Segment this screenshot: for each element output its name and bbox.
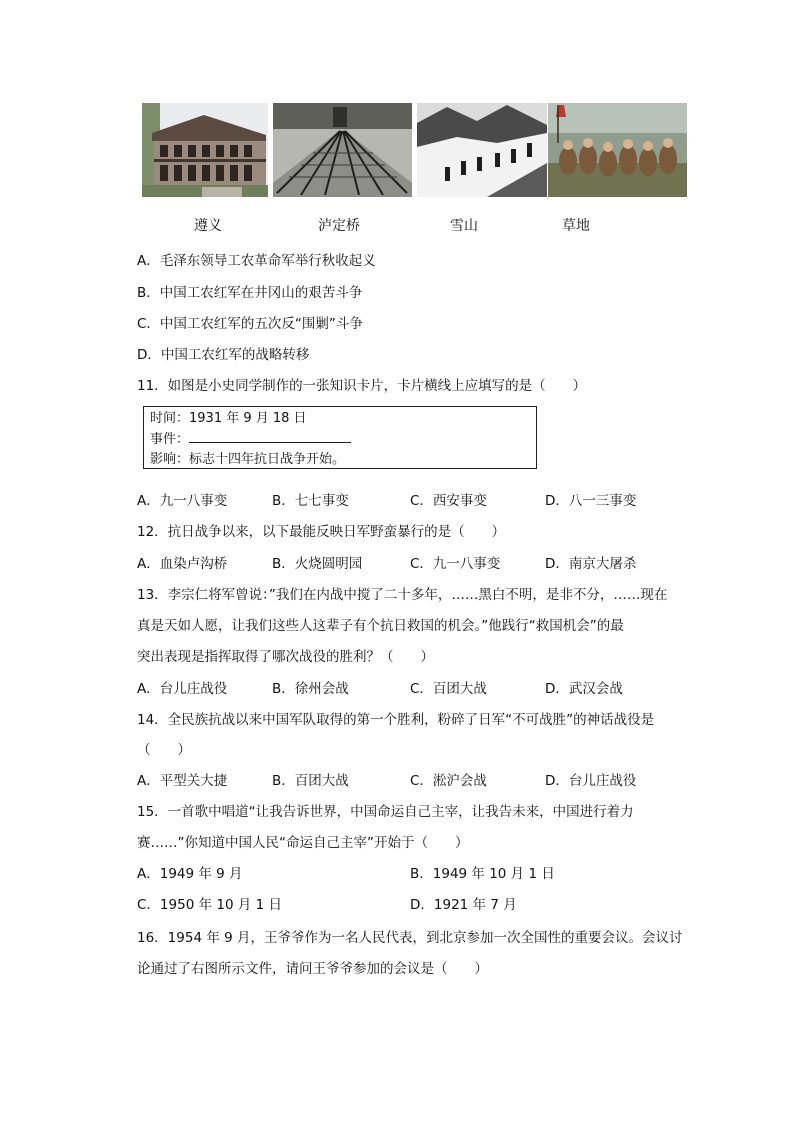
q12-option-c[interactable]: C．九一八事变: [410, 556, 501, 572]
q15-option-a[interactable]: A．1949 年 9 月: [137, 866, 243, 882]
q14-option-b[interactable]: B．百团大战: [272, 773, 349, 789]
card-event-row: [150, 429, 530, 450]
q14-option-d[interactable]: D．台儿庄战役: [545, 773, 637, 789]
q15-option-d[interactable]: D．1921 年 7 月: [410, 897, 517, 913]
q13-stem-line1: 13．李宗仁将军曾说：”我们在内战中搅了二十多年，……黑白不明，是非不分，……现在: [137, 587, 668, 603]
caption-zunyi: 遵义: [194, 218, 222, 234]
q12-stem: 12．抗日战争以来，以下最能反映日军野蛮暴行的是（ ）: [137, 524, 506, 540]
q12-option-b[interactable]: B．火烧圆明园: [272, 556, 363, 572]
caption-grassland: 草地: [562, 218, 590, 234]
luding-bridge-photo: [273, 103, 412, 197]
q13-option-c[interactable]: C．百团大战: [410, 681, 487, 697]
q11-stem: 11．如图是小史同学制作的一张知识卡片，卡片横线上应填写的是（ ）: [137, 378, 587, 394]
q14-option-a[interactable]: A．平型关大捷: [137, 773, 228, 789]
card-effect: 影响：标志十四年抗日战争开始。: [150, 452, 346, 467]
card-event-label: 事件：: [150, 432, 190, 447]
knowledge-card: [143, 406, 537, 469]
q13-option-a[interactable]: A．台儿庄战役: [137, 681, 228, 697]
q15-stem-line2: 赛……”你知道中国人民“命运自己主宰”开始于（ ）: [137, 835, 469, 851]
q16-stem-line1: 16．1954 年 9 月，王爷爷作为一名人民代表，到北京参加一次全国性的重要会议。会议讨: [137, 930, 683, 946]
q11-option-b[interactable]: B．七七事变: [272, 493, 349, 509]
q13-option-b[interactable]: B．徐州会战: [272, 681, 349, 697]
q10-option-c[interactable]: C．中国工农红军的五次反“围剿”斗争: [137, 316, 363, 332]
q16-stem-line2: 论通过了右图所示文件，请问王爷爷参加的会议是（ ）: [137, 961, 488, 977]
q14-stem-line1: 14．全民族抗战以来中国军队取得的第一个胜利，粉碎了日军“不可战胜”的神话战役是: [137, 712, 655, 728]
q15-stem-line1: 15．一首歌中唱道“让我告诉世界，中国命运自己主宰，让我告未来，中国进行着力: [137, 804, 634, 820]
q12-option-d[interactable]: D．南京大屠杀: [545, 556, 637, 572]
q10-option-b[interactable]: B．中国工农红军在井冈山的艰苦斗争: [137, 285, 363, 301]
card-event-blank[interactable]: [189, 429, 351, 443]
q11-option-d[interactable]: D．八一三事变: [545, 493, 637, 509]
q15-option-c[interactable]: C．1950 年 10 月 1 日: [137, 897, 283, 913]
snow-mountain-photo: [417, 103, 547, 197]
q11-option-c[interactable]: C．西安事变: [410, 493, 487, 509]
q15-option-b[interactable]: B．1949 年 10 月 1 日: [410, 866, 555, 882]
caption-snow-mountain: 雪山: [450, 218, 478, 234]
caption-luding-bridge: 泸定桥: [318, 218, 360, 234]
q10-option-d[interactable]: D．中国工农红军的战略转移: [137, 347, 310, 363]
q12-option-a[interactable]: A．血染卢沟桥: [137, 556, 228, 572]
card-time: 时间：1931 年 9 月 18 日: [150, 411, 307, 426]
q14-option-c[interactable]: C．淞沪会战: [410, 773, 487, 789]
q10-option-a[interactable]: A．毛泽东领导工农革命军举行秋收起义: [137, 253, 376, 269]
q14-stem-line2: （ ）: [137, 742, 191, 758]
q13-stem-line2: 真是天如人愿，让我们这些人这辈子有个抗日救国的机会。”他践行“救国机会”的最: [137, 618, 624, 634]
q13-stem-line3: 突出表现是指挥取得了哪次战役的胜利？（ ）: [137, 649, 434, 665]
grassland-photo: [548, 103, 687, 197]
q13-option-d[interactable]: D．武汉会战: [545, 681, 623, 697]
zunyi-building-photo: [142, 103, 268, 197]
q11-option-a[interactable]: A．九一八事变: [137, 493, 228, 509]
photo-strip: [142, 103, 687, 197]
